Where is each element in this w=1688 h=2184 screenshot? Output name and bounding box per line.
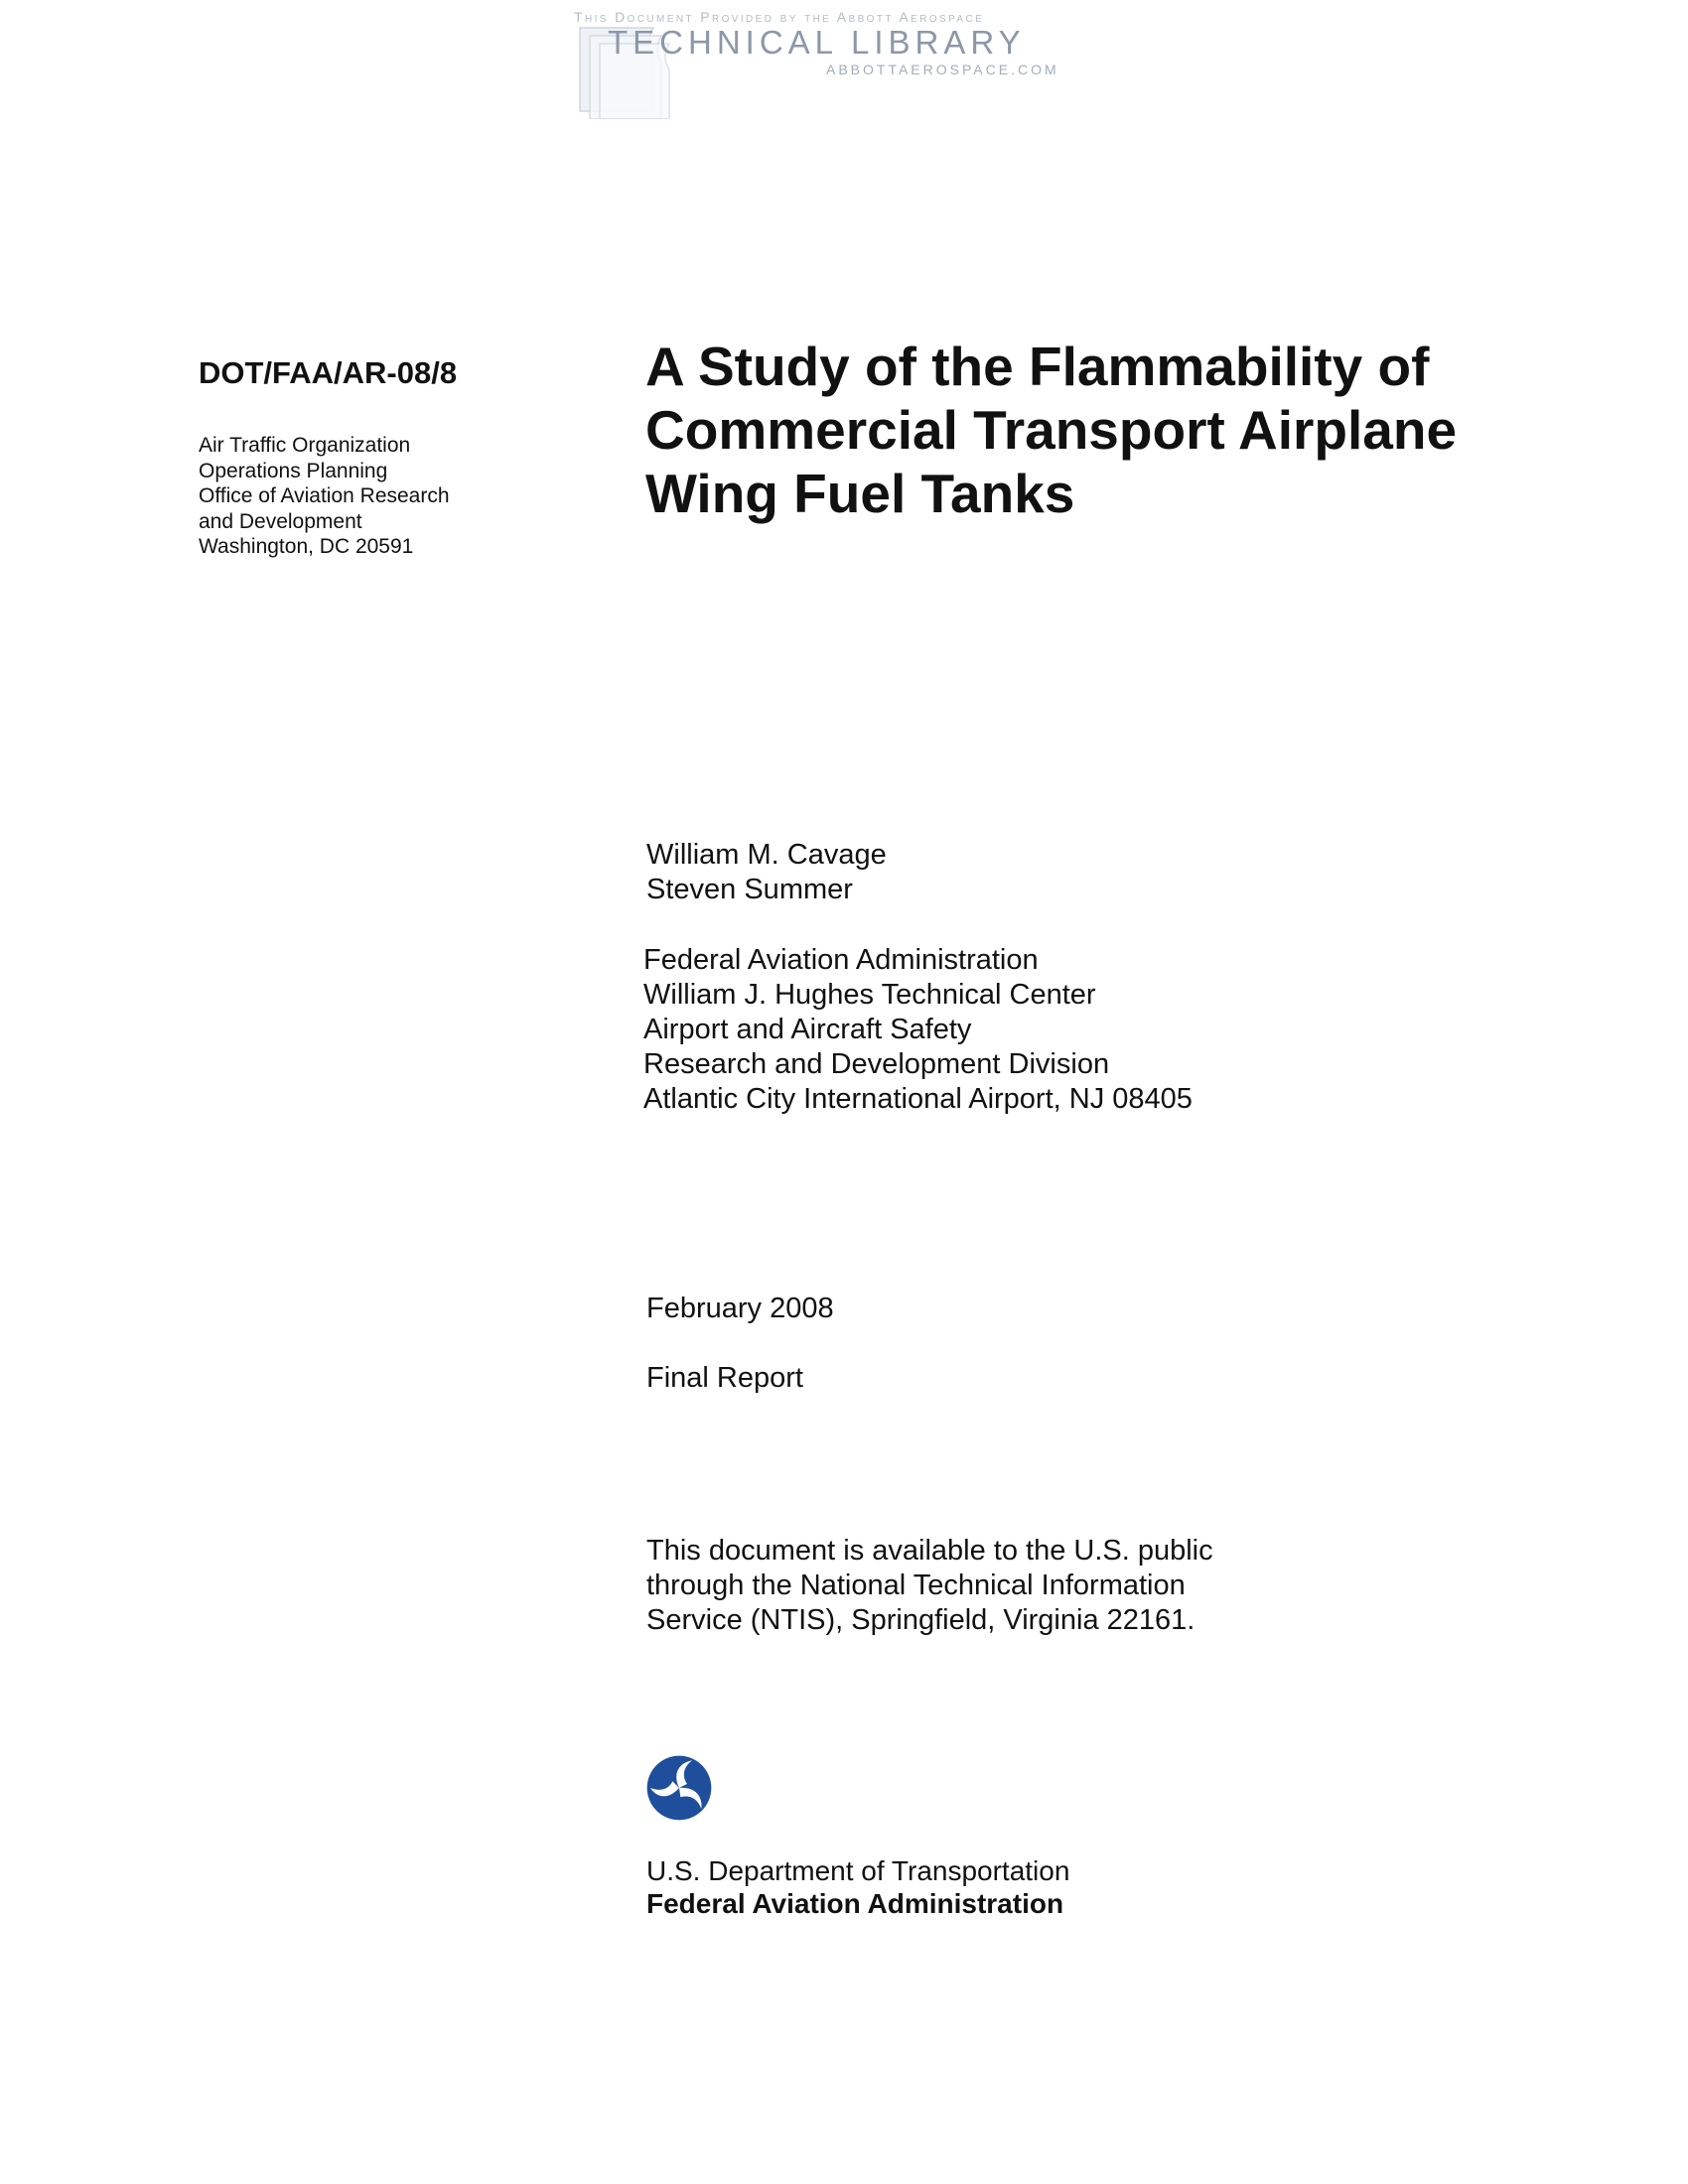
report-type: Final Report — [646, 1362, 803, 1394]
author-name: William M. Cavage — [646, 839, 887, 871]
availability-line: This document is available to the U.S. public — [646, 1535, 1213, 1567]
author-name: Steven Summer — [646, 874, 853, 905]
org-line: Air Traffic Organization — [199, 434, 411, 457]
department-block — [646, 1854, 1069, 1920]
availability-line: through the National Technical Information — [646, 1570, 1186, 1601]
title-line: Commercial Transport Airplane — [645, 399, 1458, 461]
watermark-website: ABBOTTAEROSPACE.COM — [826, 62, 1059, 77]
report-number: DOT/FAA/AR-08/8 — [199, 355, 458, 390]
agency-line: Research and Development Division — [643, 1048, 1110, 1080]
administration-name: Federal Aviation Administration — [646, 1888, 1064, 1919]
watermark-provided-by: This Document Provided by the Abbott Aerospace — [574, 9, 985, 25]
agency-line: Airport and Aircraft Safety — [643, 1014, 972, 1045]
report-date: February 2008 — [646, 1293, 834, 1324]
availability-statement — [646, 1534, 1213, 1638]
title-line: A Study of the Flammability of — [645, 336, 1430, 397]
department-name: U.S. Department of Transportation — [646, 1855, 1070, 1886]
agency-line: William J. Hughes Technical Center — [643, 979, 1096, 1011]
org-line: and Development — [199, 509, 362, 533]
org-line: Office of Aviation Research — [199, 484, 450, 507]
report-title — [645, 335, 1638, 525]
authors — [646, 838, 887, 907]
dot-tri-swirl-icon — [646, 1755, 712, 1821]
watermark-library-name: TECHNICAL LIBRARY — [608, 24, 1026, 61]
agency-line: Atlantic City International Airport, NJ 08405 — [643, 1083, 1193, 1115]
org-line: Operations Planning — [199, 459, 388, 482]
org-line: Washington, DC 20591 — [199, 535, 414, 558]
watermark-header — [566, 4, 1102, 115]
agency-line: Federal Aviation Administration — [643, 944, 1039, 976]
title-line: Wing Fuel Tanks — [645, 463, 1075, 524]
performing-agency — [643, 943, 1193, 1117]
sponsoring-organization — [199, 433, 450, 560]
availability-line: Service (NTIS), Springfield, Virginia 22161. — [646, 1604, 1196, 1636]
